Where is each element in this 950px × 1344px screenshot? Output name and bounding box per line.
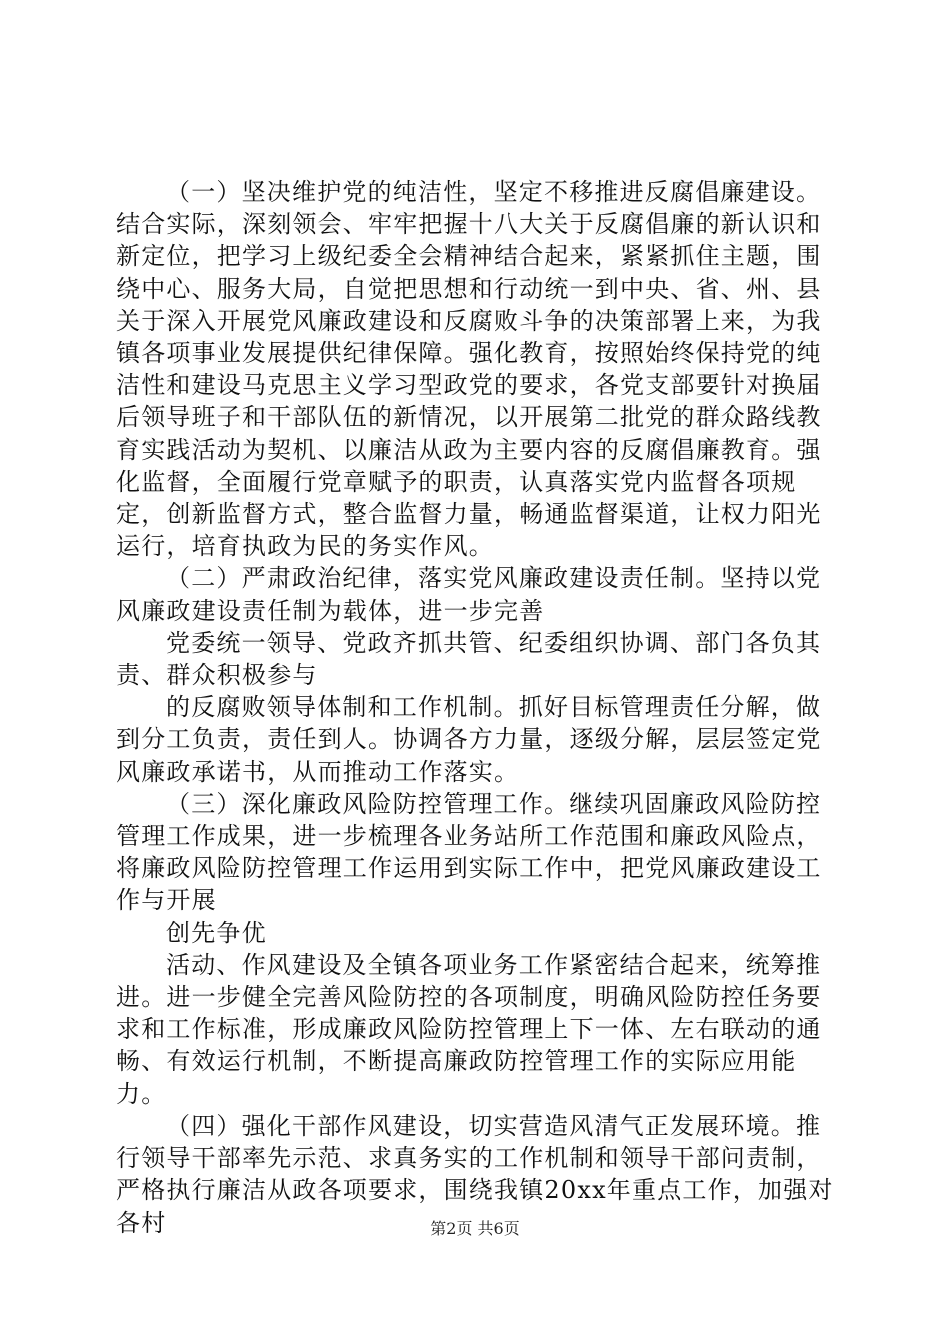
paragraph-2: （二）严肃政治纪律，落实党风廉政建设责任制。坚持以党风廉政建设责任制为载体，进一步完善 (116, 564, 822, 625)
paragraph-6: 创先争优 (166, 918, 267, 947)
body-text (116, 176, 836, 1239)
paragraph-3: 党委统一领导、党政齐抓共管、纪委组织协调、部门各负其责、群众积极参与 (116, 628, 822, 690)
paragraph-4: 的反腐败领导体制和工作机制。抓好目标管理责任分解，做到分工负责，责任到人。协调各方力量，逐级分解，层层签定党风廉政承诺书，从而推动工作落实。 (116, 693, 822, 786)
paragraph-8: （四）强化干部作风建设，切实营造风清气正发展环境。推行领导干部率先示范、求真务实的工作机制和领导干部问责制，严格执行廉洁从政各项要求，围绕我镇20xx年重点工作，加强对各村 (116, 1111, 834, 1237)
paragraph-5: （三）深化廉政风险防控管理工作。继续巩固廉政风险防控管理工作成果，进一步梳理各业务站所工作范围和廉政风险点，将廉政风险防控管理工作运用到实际工作中，把党风廉政建设工作与开展 (116, 789, 822, 915)
page-number-footer: 第2页 共6页 (430, 1219, 520, 1238)
paragraph-7: 活动、作风建设及全镇各项业务工作紧密结合起来，统筹推进。进一步健全完善风险防控的各项制度，明确风险防控任务要求和工作标准，形成廉政风险防控管理上下一体、左右联动的通畅、有效运行机制，不断提高廉政防控管理工作的实际应用能力。 (116, 950, 822, 1108)
paragraph-1: （一）坚决维护党的纯洁性，坚定不移推进反腐倡廉建设。结合实际，深刻领会、牢牢把握十八大关于反腐倡廉的新认识和新定位，把学习上级纪委全会精神结合起来，紧紧抓住主题，围绕中心、服务大局，自觉把思想和行动统一到中央、省、州、县关于深入开展党风廉政建设和反腐败斗争的决策部署上来，为我镇各项事业发展提供纪律保障。强化教育，按照始终保持党的纯洁性和建设马克思主义学习型政党的要求，各党支部要针对换届后领导班子和干部队伍的新情况，以开展第二批党的群众路线教育实践活动为契机、以廉洁从政为主要内容的反腐倡廉教育。强化监督，全面履行党章赋予的职责，认真落实党内监督各项规定，创新监督方式，整合监督力量，畅通监督渠道，让权力阳光运行，培育执政为民的务实作风。 (116, 178, 822, 561)
